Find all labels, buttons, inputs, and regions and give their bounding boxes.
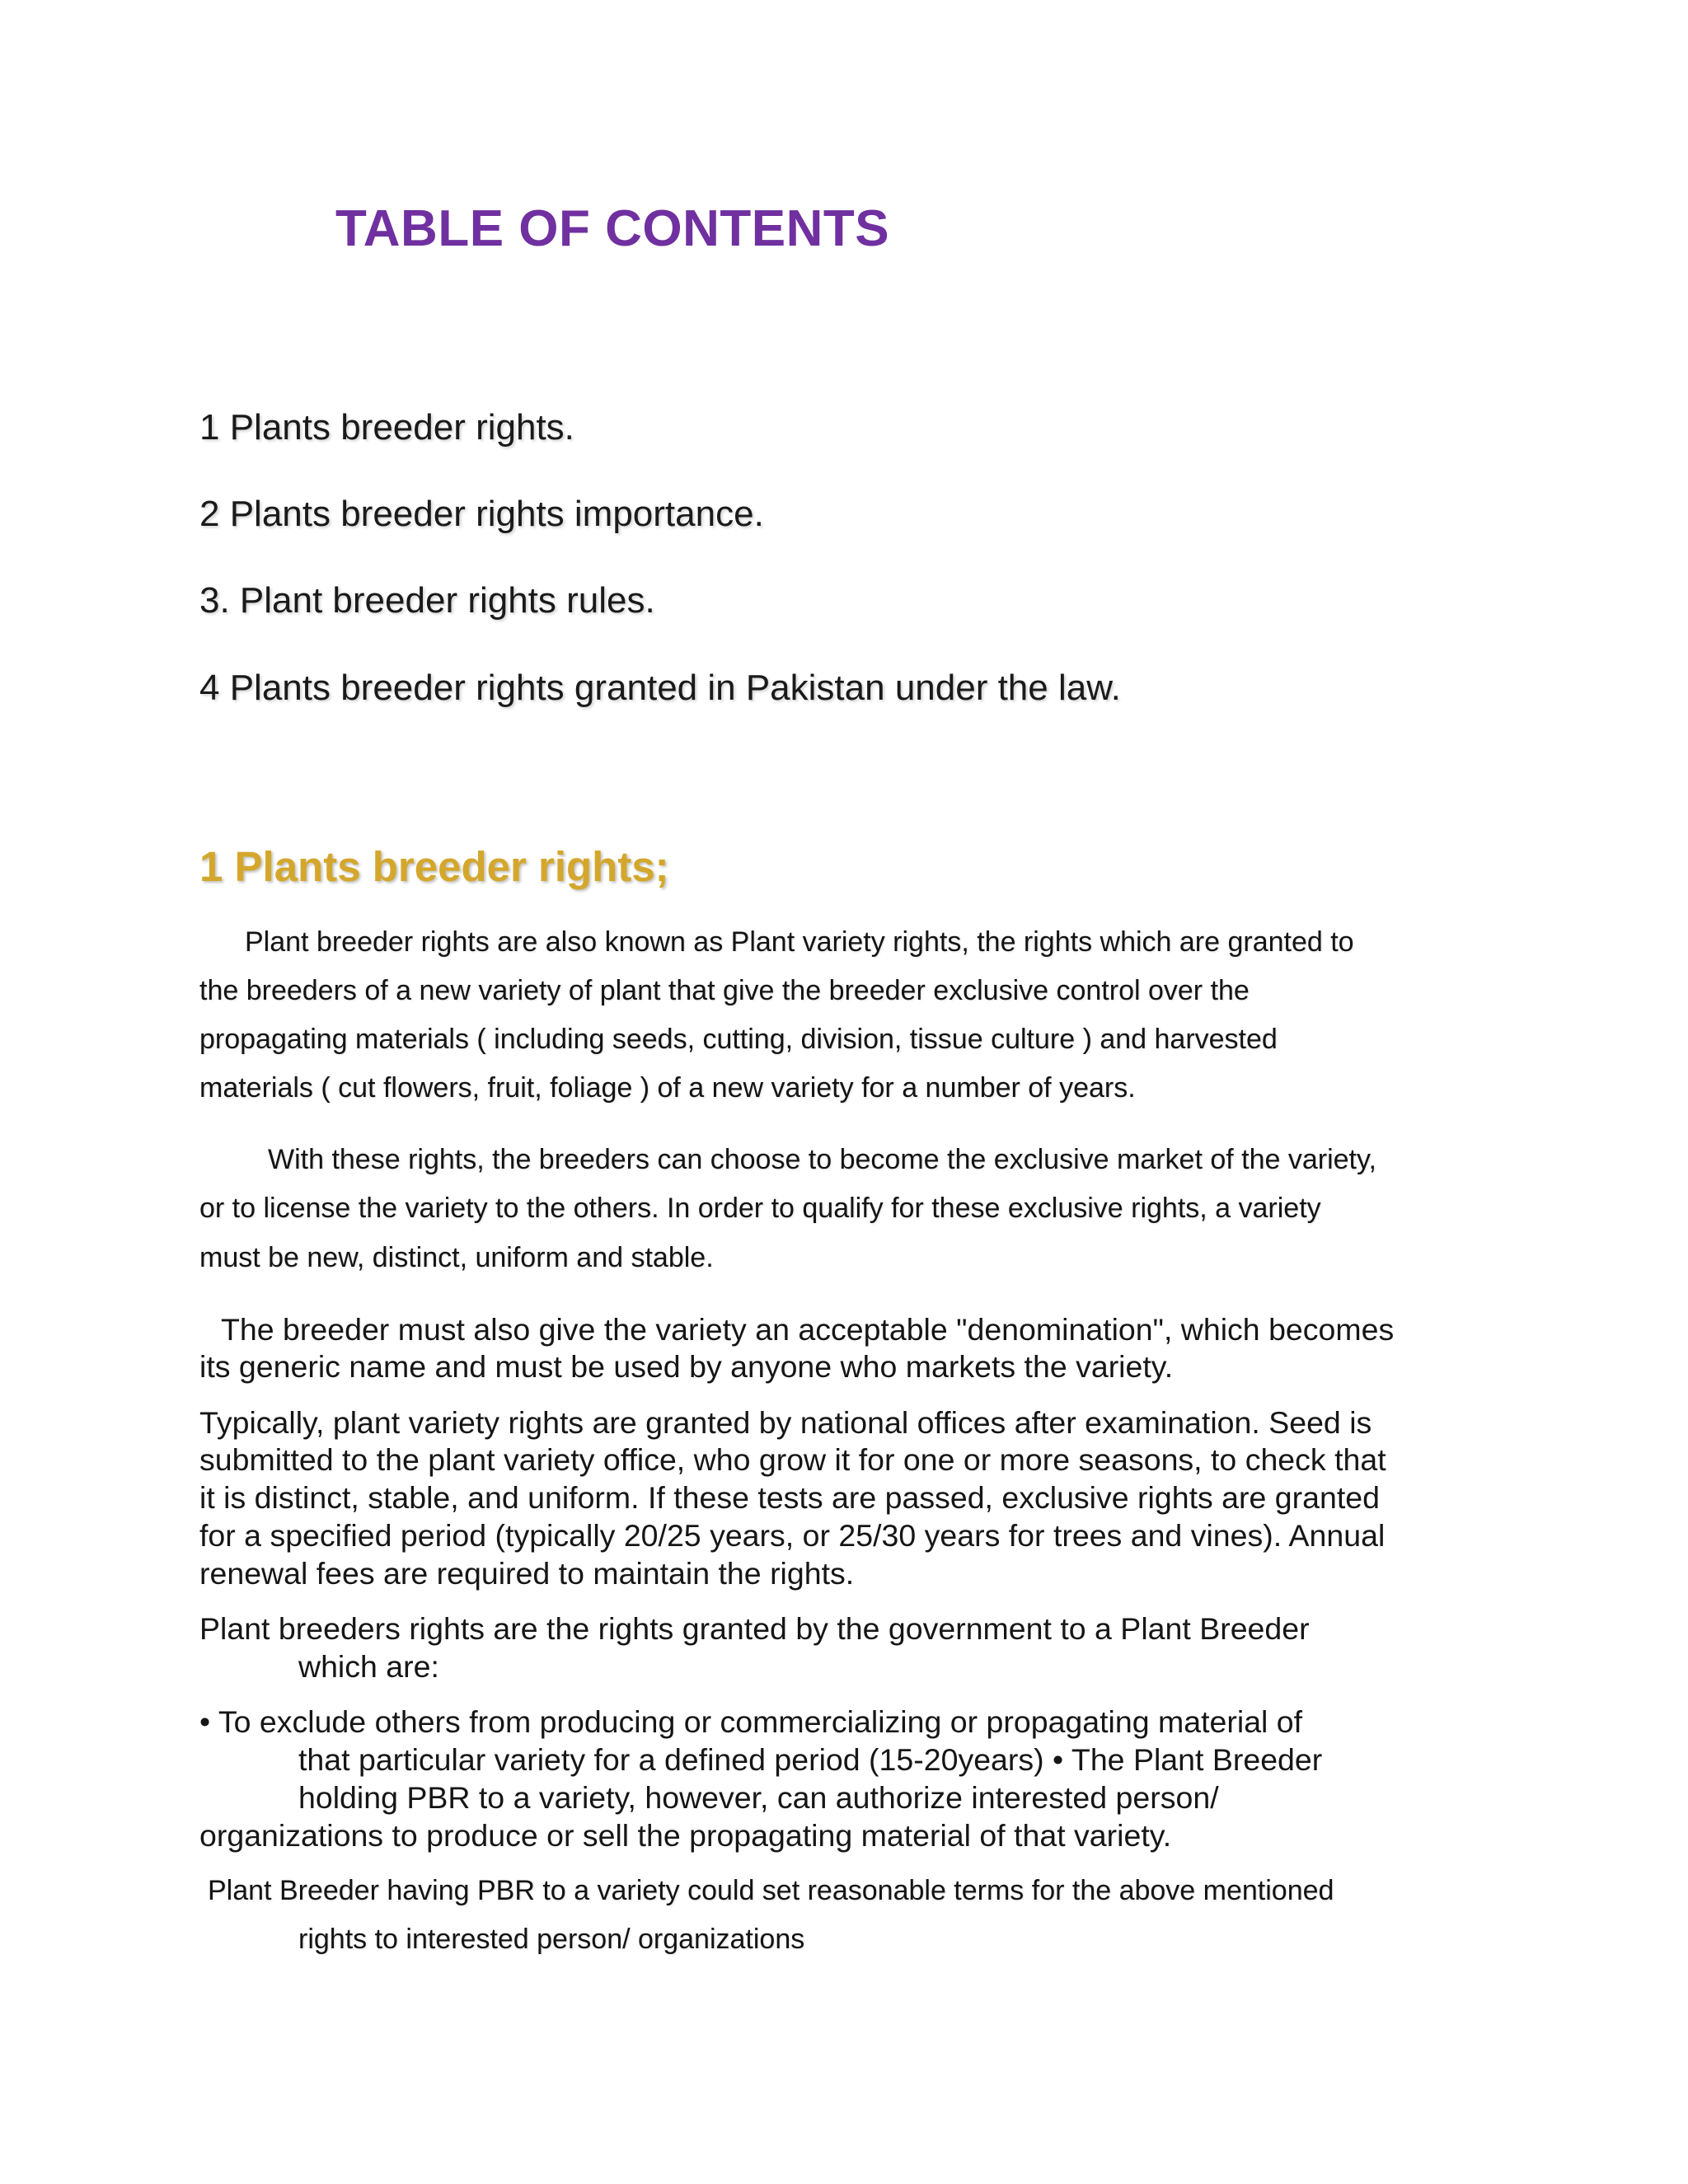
- paragraph-line: Plant breeder rights are also known as Plant variety rights, the rights which are granted to: [245, 926, 1354, 958]
- paragraph-line: that particular variety for a defined period (15-20years) • The Plant Breeder: [298, 1742, 1323, 1777]
- paragraph-line: which are:: [298, 1649, 439, 1684]
- paragraph-line: submitted to the plant variety office, who grow it for one or more seasons, to check that: [199, 1442, 1386, 1477]
- paragraph-line: renewal fees are required to maintain the rights.: [199, 1556, 855, 1591]
- toc-item-4: 4 Plants breeder rights granted in Pakistan under the law.: [199, 668, 1121, 708]
- paragraph-line: must be new, distinct, uniform and stable.: [199, 1242, 714, 1273]
- bullet-line: • To exclude others from producing or commercializing or propagating material of: [199, 1704, 1303, 1739]
- paragraph-line: for a specified period (typically 20/25 years, or 25/30 years for trees and vines). Annual: [199, 1518, 1386, 1553]
- toc-title: TABLE OF CONTENTS: [335, 200, 890, 257]
- paragraph-line: materials ( cut flowers, fruit, foliage ) of a new variety for a number of years.: [199, 1072, 1136, 1104]
- paragraph-line: its generic name and must be used by anyone who markets the variety.: [199, 1349, 1174, 1384]
- section-heading: 1 Plants breeder rights;: [199, 843, 669, 890]
- paragraph-line: rights to interested person/ organizations: [298, 1924, 805, 1955]
- paragraph-line: organizations to produce or sell the propagating material of that variety.: [199, 1818, 1172, 1853]
- paragraph-line: it is distinct, stable, and uniform. If these tests are passed, exclusive rights are granted: [199, 1480, 1380, 1515]
- toc-item-2: 2 Plants breeder rights importance.: [199, 494, 764, 534]
- toc-item-3: 3. Plant breeder rights rules.: [199, 580, 655, 621]
- paragraph-line: holding PBR to a variety, however, can authorize interested person/: [298, 1780, 1219, 1815]
- paragraph-line: the breeders of a new variety of plant that give the breeder exclusive control over the: [199, 975, 1250, 1006]
- paragraph-line: The breeder must also give the variety an acceptable "denomination", which becomes: [221, 1312, 1395, 1347]
- paragraph-line: or to license the variety to the others. In order to qualify for these exclusive rights, a variety: [199, 1193, 1321, 1224]
- paragraph-line: Typically, plant variety rights are granted by national offices after examination. Seed is: [199, 1405, 1372, 1440]
- paragraph-line: Plant Breeder having PBR to a variety could set reasonable terms for the above mentioned: [208, 1875, 1334, 1906]
- paragraph-line: With these rights, the breeders can choose to become the exclusive market of the variety,: [268, 1144, 1376, 1175]
- toc-item-1: 1 Plants breeder rights.: [199, 407, 574, 448]
- paragraph-line: propagating materials ( including seeds, cutting, division, tissue culture ) and harvested: [199, 1024, 1278, 1055]
- paragraph-line: Plant breeders rights are the rights granted by the government to a Plant Breeder: [199, 1611, 1310, 1646]
